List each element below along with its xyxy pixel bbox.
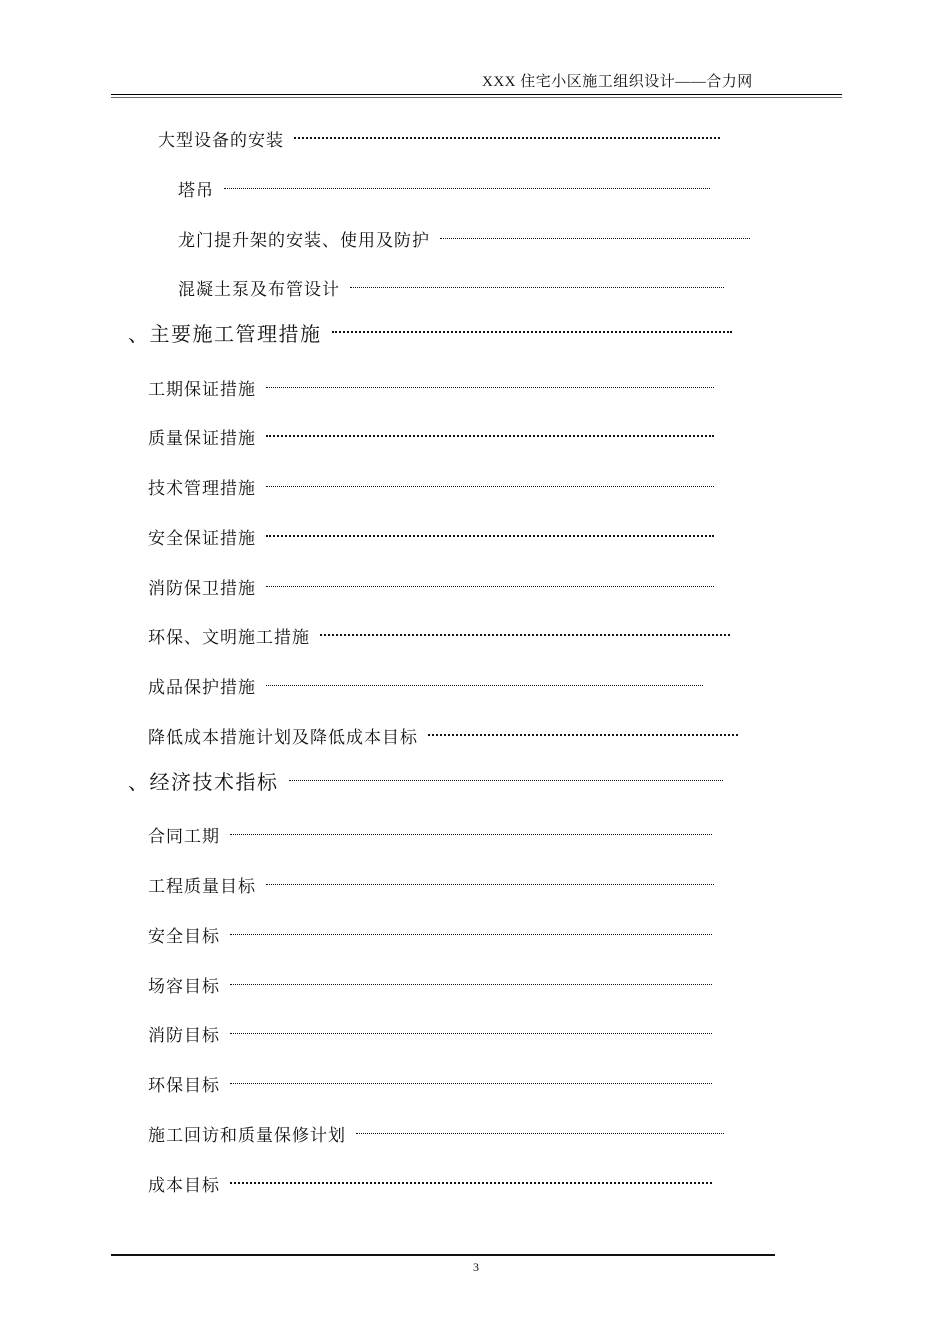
toc-entry-label: 合同工期	[148, 826, 220, 847]
toc-dot-leader	[266, 535, 714, 537]
toc-section-entry[interactable]	[128, 320, 732, 344]
toc-entry[interactable]	[148, 1171, 712, 1195]
toc-entry[interactable]	[148, 1021, 712, 1045]
footer-rule	[111, 1254, 775, 1256]
toc-entry[interactable]	[148, 375, 714, 399]
toc-entry[interactable]	[148, 1121, 724, 1145]
toc-entry[interactable]	[148, 872, 714, 896]
toc-dot-leader	[289, 780, 723, 781]
toc-dot-leader	[266, 486, 714, 487]
toc-dot-leader	[266, 586, 714, 587]
toc-entry-label: 成本目标	[148, 1175, 220, 1196]
toc-dot-leader	[266, 387, 714, 388]
toc-dot-leader	[350, 287, 724, 288]
toc-entry[interactable]	[148, 723, 738, 747]
toc-entry-label: 成品保护措施	[148, 677, 256, 698]
toc-dot-leader	[266, 884, 714, 885]
toc-dot-leader	[230, 1033, 712, 1034]
toc-entry-label: 大型设备的安装	[158, 130, 284, 151]
toc-entry-label: 消防目标	[148, 1025, 220, 1046]
toc-dot-leader	[230, 834, 712, 835]
toc-entry-label: 工期保证措施	[148, 379, 256, 400]
toc-entry-label: 安全保证措施	[148, 528, 256, 549]
toc-entry[interactable]	[148, 673, 703, 697]
toc-entry-label: 消防保卫措施	[148, 578, 256, 599]
toc-dot-leader	[266, 435, 714, 437]
toc-entry-label: 混凝土泵及布管设计	[178, 279, 340, 300]
toc-entry-label: 环保目标	[148, 1075, 220, 1096]
toc-dot-leader	[294, 137, 720, 139]
running-header: XXX 住宅小区施工组织设计——合力网	[482, 74, 753, 90]
toc-entry[interactable]	[148, 822, 712, 846]
toc-section-entry[interactable]	[128, 768, 723, 792]
toc-entry[interactable]	[178, 275, 724, 299]
toc-entry-label: 工程质量目标	[148, 876, 256, 897]
toc-entry[interactable]	[148, 1071, 712, 1095]
toc-entry[interactable]	[148, 972, 712, 996]
toc-entry-label: 安全目标	[148, 926, 220, 947]
toc-dot-leader	[356, 1133, 724, 1134]
toc-entry-label: 降低成本措施计划及降低成本目标	[148, 727, 418, 748]
header-rule	[111, 94, 842, 95]
toc-entry-label: 场容目标	[148, 976, 220, 997]
toc-dot-leader	[440, 238, 750, 239]
toc-entry-label: 质量保证措施	[148, 428, 256, 449]
toc-entry-label: 、主要施工管理措施	[128, 321, 322, 346]
toc-entry-label: 施工回访和质量保修计划	[148, 1125, 346, 1146]
toc-dot-leader	[230, 1182, 712, 1184]
toc-entry[interactable]	[148, 623, 730, 647]
toc-entry-label: 、经济技术指标	[128, 769, 279, 794]
toc-dot-leader	[332, 331, 732, 333]
toc-entry[interactable]	[148, 474, 714, 498]
toc-dot-leader	[266, 685, 703, 686]
toc-dot-leader	[224, 188, 710, 189]
toc-entry[interactable]	[158, 126, 720, 150]
toc-entry-label: 龙门提升架的安装、使用及防护	[178, 230, 430, 251]
toc-entry-label: 技术管理措施	[148, 478, 256, 499]
toc-entry[interactable]	[178, 176, 710, 200]
toc-dot-leader	[230, 984, 712, 985]
header-rule-thin	[111, 97, 842, 98]
toc-entry-label: 塔吊	[178, 180, 214, 201]
toc-dot-leader	[230, 934, 712, 935]
toc-entry[interactable]	[178, 226, 750, 250]
toc-entry[interactable]	[148, 922, 712, 946]
page-number: 3	[473, 1260, 479, 1274]
toc-entry-label: 环保、文明施工措施	[148, 627, 310, 648]
toc-entry[interactable]	[148, 574, 714, 598]
toc-entry[interactable]	[148, 424, 714, 448]
toc-dot-leader	[320, 634, 730, 636]
toc-entry[interactable]	[148, 524, 714, 548]
toc-dot-leader	[428, 734, 738, 736]
toc-dot-leader	[230, 1083, 712, 1084]
